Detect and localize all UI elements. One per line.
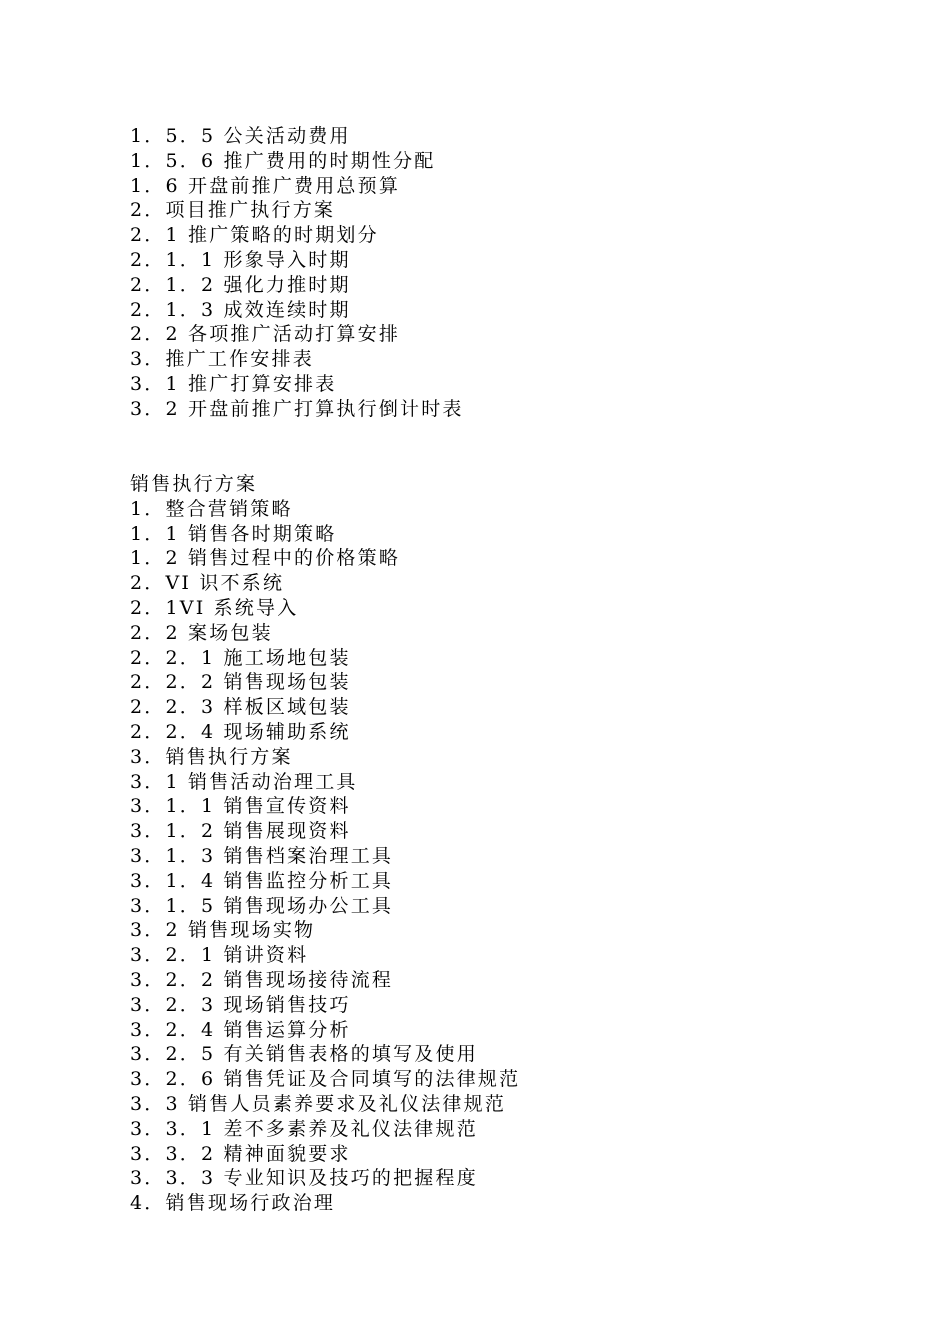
outline-line: 2．1VI 系统导入 xyxy=(130,596,299,619)
outline-line: 3．1．2 销售展现资料 xyxy=(130,820,351,843)
sales-outline xyxy=(130,472,520,1216)
outline-line: 3．1．3 销售档案治理工具 xyxy=(130,844,394,867)
outline-line: 2．2 案场包装 xyxy=(130,621,273,644)
outline-line: 3．2．4 销售运算分析 xyxy=(130,1018,351,1041)
outline-line: 1．2 销售过程中的价格策略 xyxy=(130,547,401,570)
outline-line: 3．3 销售人员素养要求及礼仪法律规范 xyxy=(130,1092,507,1115)
outline-line: 3．1．5 销售现场办公工具 xyxy=(130,894,394,917)
outline-line: 1．5．6 推广费用的时期性分配 xyxy=(130,149,436,172)
outline-line: 3．1．4 销售监控分析工具 xyxy=(130,869,394,892)
outline-line: 2．2．4 现场辅助系统 xyxy=(130,720,351,743)
outline-line: 2．1 推广策略的时期划分 xyxy=(130,224,379,247)
outline-line: 2．VI 识不系统 xyxy=(130,572,285,595)
outline-line: 3．2 销售现场实物 xyxy=(130,919,316,942)
outline-line: 3．2 开盘前推广打算执行倒计时表 xyxy=(130,397,464,420)
outline-line: 1．1 销售各时期策略 xyxy=(130,522,337,545)
outline-line: 3．2．6 销售凭证及合同填写的法律规范 xyxy=(130,1068,521,1091)
outline-line: 3．2．2 销售现场接待流程 xyxy=(130,968,394,991)
outline-line: 2．2．3 样板区域包装 xyxy=(130,696,351,719)
outline-line: 3．推广工作安排表 xyxy=(130,348,314,371)
outline-line: 2．2 各项推广活动打算安排 xyxy=(130,323,401,346)
outline-line: 2．1．3 成效连续时期 xyxy=(130,298,351,321)
promotion-outline xyxy=(130,124,464,422)
outline-line: 3．3．3 专业知识及技巧的把握程度 xyxy=(130,1167,478,1190)
outline-line: 2．1．2 强化力推时期 xyxy=(130,273,351,296)
outline-line: 1．6 开盘前推广费用总预算 xyxy=(130,174,401,197)
outline-line: 3．3．2 精神面貌要求 xyxy=(130,1142,351,1165)
outline-line: 3．3．1 差不多素养及礼仪法律规范 xyxy=(130,1117,478,1140)
outline-line: 2．2．2 销售现场包装 xyxy=(130,671,351,694)
outline-line: 2．2．1 施工场地包装 xyxy=(130,646,351,669)
outline-line: 3．1 销售活动治理工具 xyxy=(130,770,358,793)
outline-line: 3．1．1 销售宣传资料 xyxy=(130,795,351,818)
section-heading: 销售执行方案 xyxy=(130,473,258,495)
outline-line: 3．销售执行方案 xyxy=(130,745,293,768)
outline-line: 3．2．5 有关销售表格的填写及使用 xyxy=(130,1043,478,1066)
outline-line: 1．5．5 公关活动费用 xyxy=(130,125,351,147)
outline-line: 3．2．1 销讲资料 xyxy=(130,944,309,967)
outline-line: 1．整合营销策略 xyxy=(130,497,293,520)
outline-line: 4．销售现场行政治理 xyxy=(130,1192,336,1215)
outline-line: 2．项目推广执行方案 xyxy=(130,199,336,222)
outline-line: 3．1 推广打算安排表 xyxy=(130,372,337,395)
outline-line: 2．1．1 形象导入时期 xyxy=(130,248,351,271)
outline-line: 3．2．3 现场销售技巧 xyxy=(130,993,351,1016)
